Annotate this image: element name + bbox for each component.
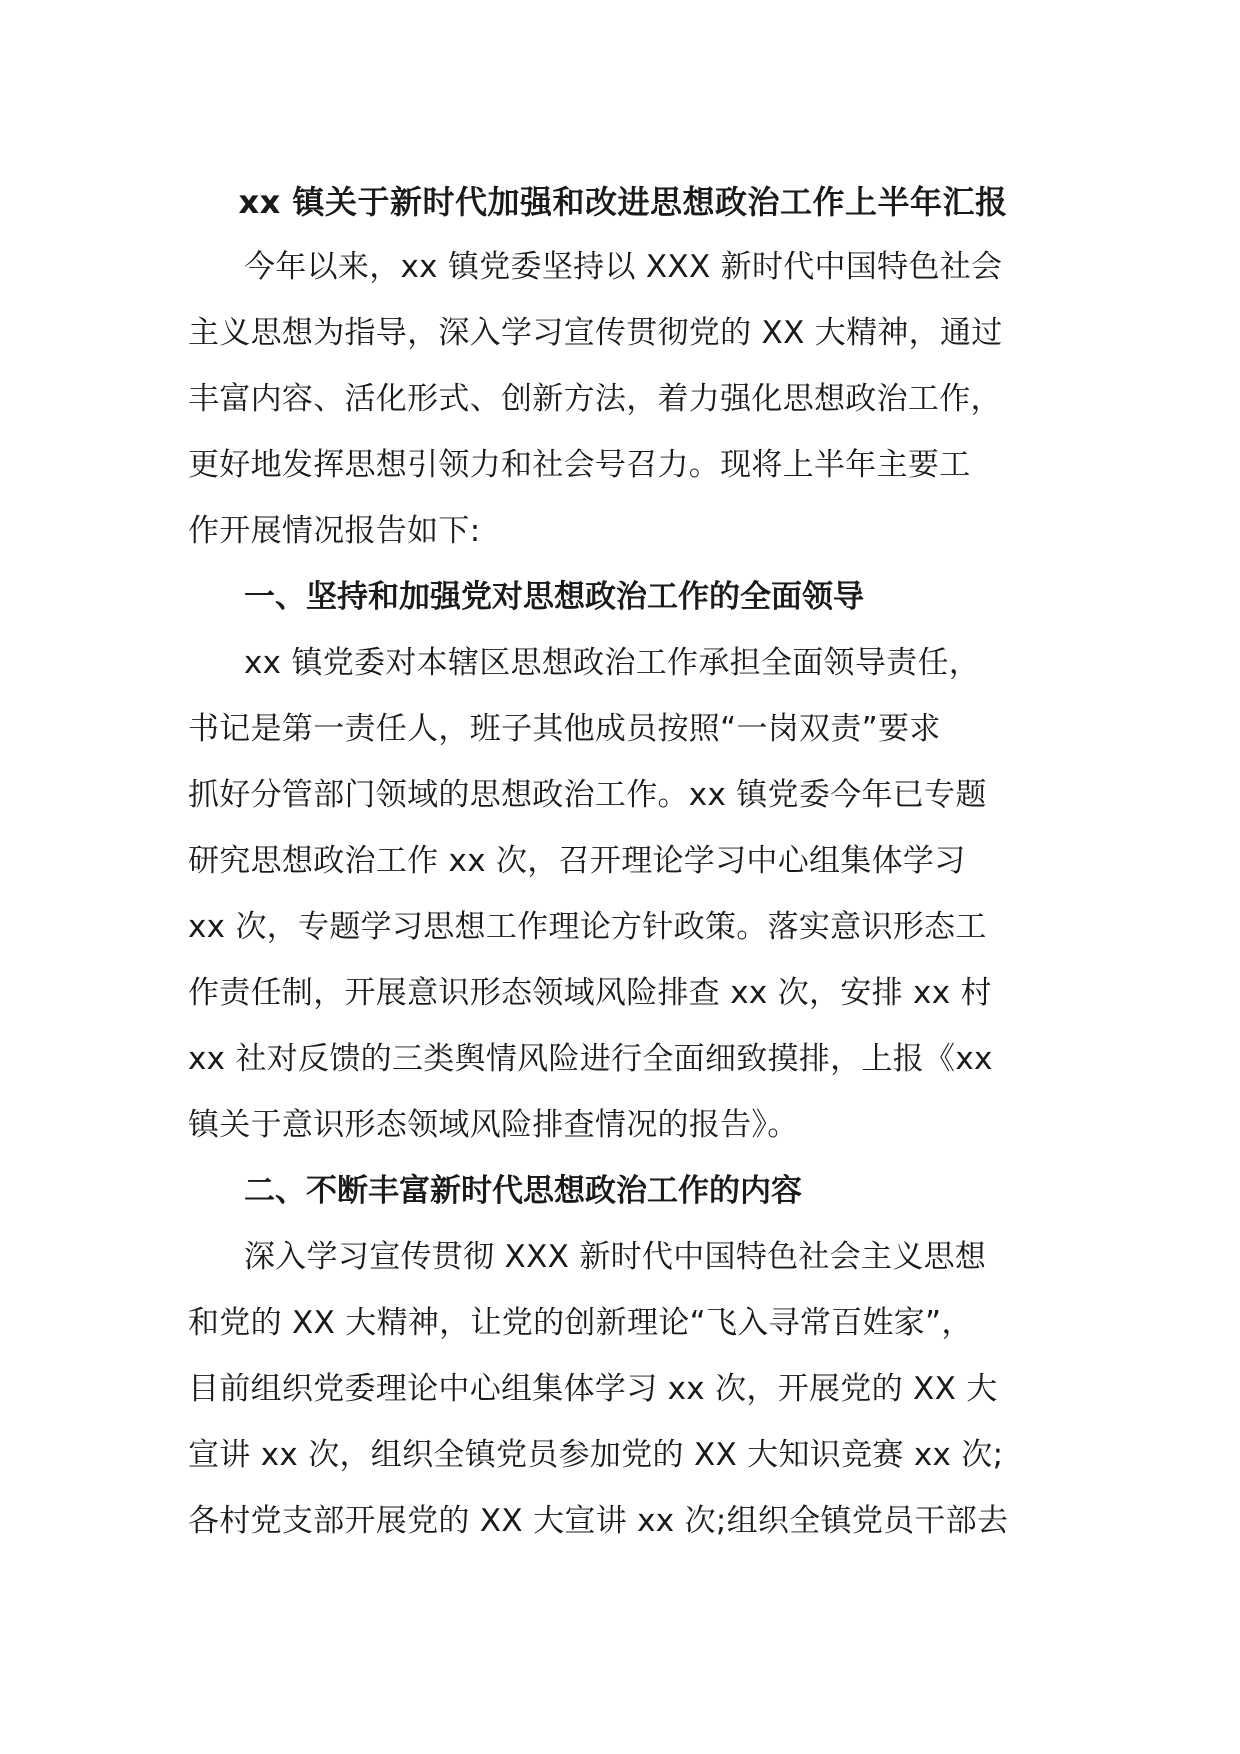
intro-paragraph: [188, 234, 1058, 564]
section-heading-2: 二、不断丰富新时代思想政治工作的内容: [244, 1173, 802, 1209]
paragraph-line: 镇关于意识形态领域风险排查情况的报告》。: [188, 1107, 799, 1143]
paragraph-line: xx 社对反馈的三类舆情风险进行全面细致摸排，上报《xx: [188, 1041, 993, 1077]
section-heading-1: 一、坚持和加强党对思想政治工作的全面领导: [244, 579, 864, 615]
paragraph-line: 今年以来，xx 镇党委坚持以 XXX 新时代中国特色社会: [244, 249, 1003, 285]
paragraph-line: 深入学习宣传贯彻 XXX 新时代中国特色社会主义思想: [244, 1239, 987, 1275]
paragraph-line: 抓好分管部门领域的思想政治工作。xx 镇党委今年已专题: [188, 777, 987, 813]
paragraph-line: 和党的 XX 大精神，让党的创新理论“飞入寻常百姓家”，: [188, 1305, 973, 1341]
paragraph-line: xx 次，专题学习思想工作理论方针政策。落实意识形态工: [188, 909, 987, 945]
paragraph-line: 更好地发挥思想引领力和社会号召力。现将上半年主要工: [188, 447, 971, 483]
paragraph-line: 丰富内容、活化形式、创新方法，着力强化思想政治工作，: [188, 381, 1002, 417]
section-1-paragraph: [188, 630, 1058, 1158]
section-2-paragraph: [188, 1224, 1058, 1554]
paragraph-line: 作开展情况报告如下:: [188, 513, 481, 549]
paragraph-line: 目前组织党委理论中心组集体学习 xx 次，开展党的 XX 大: [188, 1371, 998, 1407]
paragraph-line: 各村党支部开展党的 XX 大宣讲 xx 次;组织全镇党员干部去: [188, 1503, 1009, 1539]
paragraph-line: xx 镇党委对本辖区思想政治工作承担全面领导责任，: [244, 645, 981, 681]
paragraph-line: 主义思想为指导，深入学习宣传贯彻党的 XX 大精神，通过: [188, 315, 1003, 351]
paragraph-line: 宣讲 xx 次，组织全镇党员参加党的 XX 大知识竞赛 xx 次;: [188, 1437, 1004, 1473]
paragraph-line: 书记是第一责任人，班子其他成员按照“一岗双责”要求: [188, 711, 941, 747]
document-body: [188, 170, 1058, 1554]
document-title: xx 镇关于新时代加强和改进思想政治工作上半年汇报: [238, 183, 1008, 221]
paragraph-line: 作责任制，开展意识形态领域风险排查 xx 次，安排 xx 村: [188, 975, 992, 1011]
paragraph-line: 研究思想政治工作 xx 次，召开理论学习中心组集体学习: [188, 843, 966, 879]
